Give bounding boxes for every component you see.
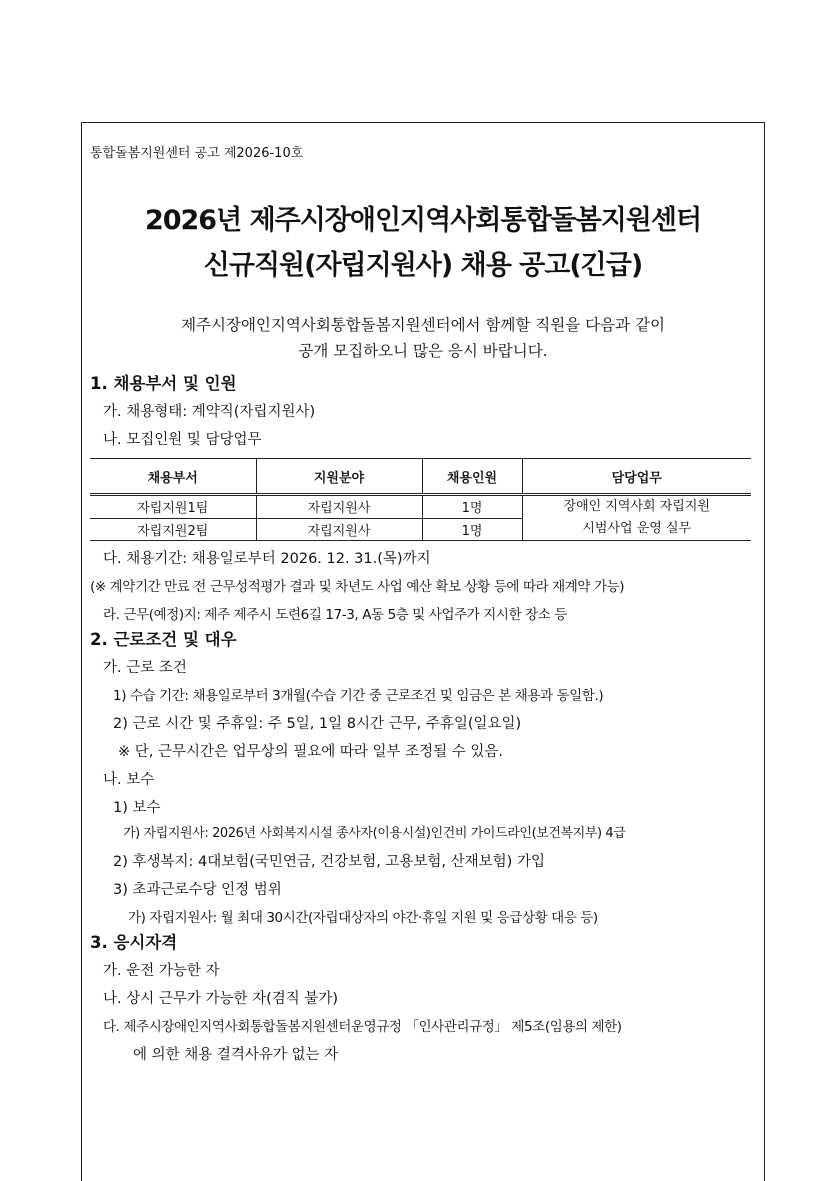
- section-2-item-a: 가. 근로 조건: [103, 660, 187, 676]
- probation-period: 1) 수습 기간: 채용일로부터 3개월(수습 기간 중 근로조건 및 임금은 본 채용과 동일함.): [113, 688, 604, 704]
- section-3-item-c-line-1: 다. 제주시장애인지역사회통합돌봄지원센터운영규정 「인사관리규정」 제5조(임용의 제한): [103, 1019, 622, 1035]
- section-3-item-a: 가. 운전 가능한 자: [103, 963, 220, 979]
- section-3-item-c-line-2: 에 의한 채용 결격사유가 없는 자: [133, 1047, 339, 1063]
- header-field: 지원분야: [256, 459, 422, 495]
- cell-field: 자립지원사: [256, 495, 422, 519]
- recruit-table: [90, 458, 751, 541]
- header-headcount: 채용인원: [422, 459, 522, 495]
- intro-line-2: 공개 모집하오니 많은 응시 바랍니다.: [298, 342, 548, 360]
- section-2-item-b: 나. 보수: [103, 772, 155, 788]
- contract-renewal-note: (※ 계약기간 만료 전 근무성적평가 결과 및 차년도 사업 예산 확보 상황 등에 따라 재계약 가능): [90, 579, 625, 595]
- working-hours-note: ※ 단, 근무시간은 업무상의 필요에 따라 일부 조정될 수 있음.: [118, 744, 504, 760]
- cell-duty: [522, 495, 751, 541]
- cell-headcount: 1명: [422, 518, 522, 540]
- section-1-item-d: 라. 근무(예정)지: 제주 제주시 도련6길 17-3, A동 5층 및 사업주가 지시한 장소 등: [103, 607, 567, 623]
- welfare-item: 2) 후생복지: 4대보험(국민연금, 건강보험, 고용보험, 산재보험) 가입: [113, 854, 545, 870]
- overtime-item: 3) 초과근로수당 인정 범위: [113, 882, 282, 898]
- cell-department: 자립지원2팀: [90, 518, 256, 540]
- notice-number: 통합돌봄지원센터 공고 제2026-10호: [90, 146, 304, 161]
- duty-line-1: 장애인 지역사회 자립지원: [563, 499, 710, 514]
- working-hours: 2) 근로 시간 및 주휴일: 주 5일, 1일 8시간 근무, 주휴일(일요일): [113, 716, 522, 732]
- table-row: [90, 495, 751, 519]
- section-1-item-a: 가. 채용형태: 계약직(자립지원사): [103, 404, 316, 420]
- section-1-item-c: 다. 채용기간: 채용일로부터 2026. 12. 31.(목)까지: [103, 551, 431, 567]
- cell-headcount: 1명: [422, 495, 522, 519]
- section-1-item-b: 나. 모집인원 및 담당업무: [103, 432, 262, 448]
- salary-guideline: 가) 자립지원사: 2026년 사회복지시설 종사자(이용시설)인건비 가이드라인(보건복지부) 4급: [123, 826, 626, 841]
- header-department: 채용부서: [90, 459, 256, 495]
- section-3-heading: 3. 응시자격: [90, 933, 178, 952]
- intro-line-1: 제주시장애인지역사회통합돌봄지원센터에서 함께할 직원을 다음과 같이: [181, 316, 665, 334]
- section-1-heading: 1. 채용부서 및 인원: [90, 374, 237, 393]
- section-2-heading: 2. 근로조건 및 대우: [90, 630, 237, 649]
- overtime-range: 가) 자립지원사: 월 최대 30시간(자립대상자의 야간·휴일 지원 및 응급상황 대응 등): [128, 910, 598, 926]
- title-line-2: 신규직원(자립지원사) 채용 공고(긴급): [203, 250, 643, 281]
- header-duty: 담당업무: [522, 459, 751, 495]
- cell-field: 자립지원사: [256, 518, 422, 540]
- title-line-1: 2026년 제주시장애인지역사회통합돌봄지원센터: [144, 205, 702, 236]
- cell-department: 자립지원1팀: [90, 495, 256, 519]
- table-header-row: [90, 459, 751, 495]
- section-3-item-b: 나. 상시 근무가 가능한 자(겸직 불가): [103, 991, 339, 1007]
- duty-line-2: 시범사업 운영 실무: [582, 521, 692, 536]
- salary-item: 1) 보수: [113, 800, 161, 816]
